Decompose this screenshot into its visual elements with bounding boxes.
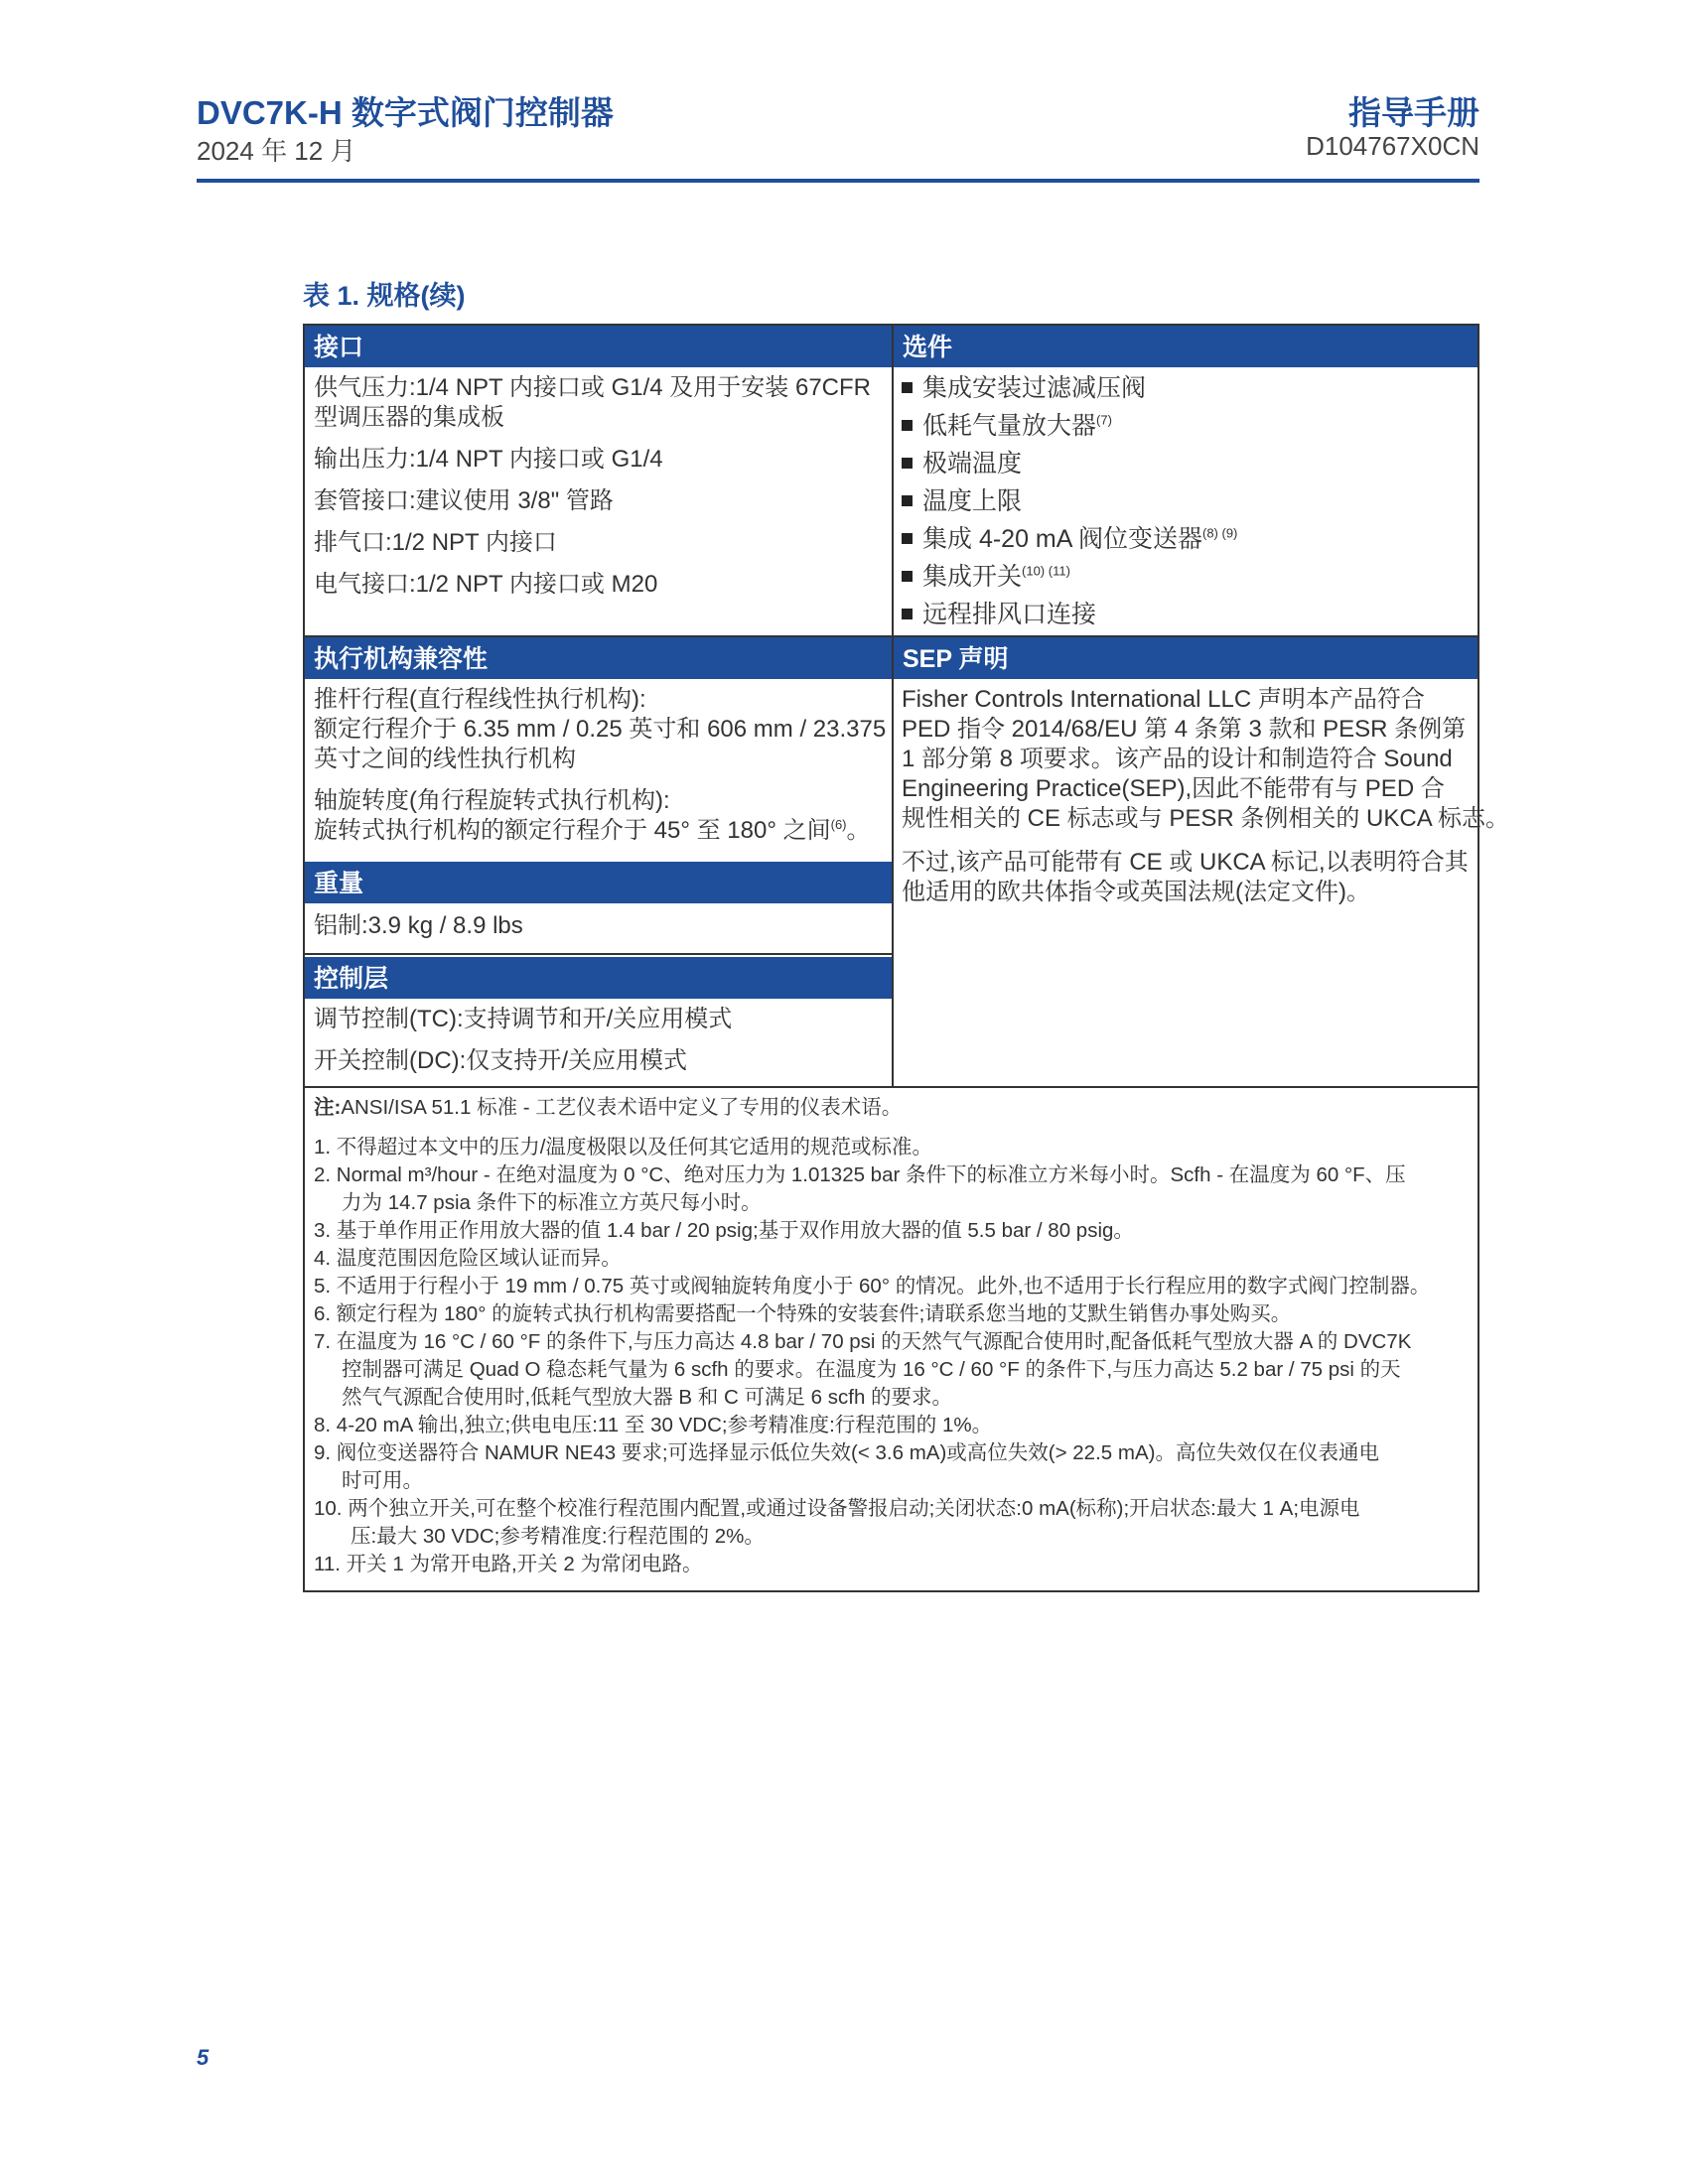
footnote-2-cont: 力为 14.7 psia 条件下的标准立方英尺每小时。 (342, 1191, 762, 1214)
document-title: DVC7K-H 数字式阀门控制器 (197, 94, 614, 131)
rotary-travel-line-1: 轴旋转度(角行程旋转式执行机构): (314, 787, 670, 814)
notes-intro: 注:ANSI/ISA 51.1 标准 - 工艺仪表术语中定义了专用的仪表术语。 (314, 1096, 903, 1119)
linear-travel-line-2: 额定行程介于 6.35 mm / 0.25 英寸和 606 mm / 23.375 (314, 716, 887, 743)
footnote-7: 7. 在温度为 16 °C / 60 °F 的条件下,与压力高达 4.8 bar / 70 psi 的天然气气源配合使用时,配备低耗气型放大器 A 的 DVC7K (314, 1330, 1412, 1353)
footnote-6: 6. 额定行程为 180° 的旋转式执行机构需要搭配一个特殊的安装套件;请联系您当地的艾默生销售办事处购买。 (314, 1302, 1292, 1325)
sep-paragraph-2-line: 他适用的欧共体指令或英国法规(法定文件)。 (902, 879, 1370, 905)
header-divider (197, 179, 1479, 183)
option-item: 远程排风口连接 (902, 600, 1096, 629)
footnote-4: 4. 温度范围因危险区域认证而异。 (314, 1247, 622, 1270)
footnote-10: 10. 两个独立开关,可在整个校准行程范围内配置,或通过设备警报启动;关闭状态:0 mA(标称);开启状态:最大 1 A;电源电 (314, 1497, 1360, 1520)
actuator-heading: 执行机构兼容性 (305, 637, 892, 679)
document-code: D104767X0CN (1306, 131, 1479, 161)
vent-connection: 排气口:1/2 NPT 内接口 (314, 529, 557, 556)
linear-travel-line-3: 英寸之间的线性执行机构 (314, 746, 576, 772)
bullet-square-icon (902, 571, 913, 582)
document-type: 指导手册 (1348, 94, 1479, 131)
footnote-9: 9. 阀位变送器符合 NAMUR NE43 要求;可选择显示低位失效(< 3.6 mA)或高位失效(> 22.5 mA)。高位失效仅在仪表通电 (314, 1441, 1379, 1464)
throttling-control: 调节控制(TC):支持调节和开/关应用模式 (314, 1006, 733, 1032)
sep-paragraph-1-line: 规性相关的 CE 标志或与 PESR 条例相关的 UKCA 标志。 (902, 805, 1510, 832)
weight-value: 铝制:3.9 kg / 8.9 lbs (314, 912, 523, 939)
output-pressure: 输出压力:1/4 NPT 内接口或 G1/4 (314, 446, 663, 473)
connections-body (305, 367, 892, 637)
page-number: 5 (197, 2045, 210, 2070)
right-column (894, 326, 1510, 1086)
option-item: 温度上限 (902, 486, 1022, 516)
document-date: 2024 年 12 月 (197, 136, 356, 166)
footnote-10-cont: 压:最大 30 VDC;参考精准度:行程范围的 2%。 (351, 1525, 765, 1548)
rotary-travel-line-2 (314, 816, 871, 846)
supply-pressure-line-2: 型调压器的集成板 (314, 404, 504, 431)
footnote-9-cont: 时可用。 (342, 1469, 423, 1492)
supply-pressure-line-1: 供气压力:1/4 NPT 内接口或 G1/4 及用于安装 67CFR (314, 374, 871, 401)
options-heading: 选件 (894, 326, 1477, 367)
footnote-1: 1. 不得超过本文中的压力/温度极限以及任何其它适用的规范或标准。 (314, 1136, 932, 1159)
footnote-7-cont: 控制器可满足 Quad O 稳态耗气量为 6 scfh 的要求。在温度为 16 °C / 60 °F 的条件下,与压力高达 5.2 bar / 75 psi 的天 (342, 1358, 1401, 1381)
bullet-square-icon (902, 609, 913, 619)
control-body (305, 999, 892, 1086)
option-item: 集成 4-20 mA 阀位变送器$^{(8) (9)}$ (902, 524, 1237, 554)
option-item: 集成开关$^{(10) (11)}$ (902, 562, 1070, 592)
bullet-square-icon (902, 495, 913, 506)
option-item: 极端温度 (902, 449, 1022, 478)
sep-heading: SEP 声明 (894, 637, 1477, 679)
option-item: 集成安装过滤减压阀 (902, 373, 1146, 403)
footnote-7-cont: 然气气源配合使用时,低耗气型放大器 B 和 C 可满足 6 scfh 的要求。 (342, 1386, 953, 1409)
linear-travel-line-1: 推杆行程(直行程线性执行机构): (314, 686, 646, 713)
sep-paragraph-1-line: PED 指令 2014/68/EU 第 4 条第 3 款和 PESR 条例第 (902, 716, 1467, 743)
rotary-travel-end: 。 (846, 817, 871, 844)
bullet-square-icon (902, 382, 913, 393)
table-title: 表 1. 规格(续) (303, 281, 466, 311)
sep-paragraph-1-line: Engineering Practice(SEP),因此不能带有与 PED 合 (902, 775, 1445, 802)
electrical-connection: 电气接口:1/2 NPT 内接口或 M20 (314, 571, 658, 598)
footnote-5: 5. 不适用于行程小于 19 mm / 0.75 英寸或阀轴旋转角度小于 60° 的情况。此外,也不适用于长行程应用的数字式阀门控制器。 (314, 1275, 1431, 1297)
footnote-11: 11. 开关 1 为常开电路,开关 2 为常闭电路。 (314, 1553, 703, 1575)
connections-heading: 接口 (305, 326, 892, 367)
actuator-body (305, 679, 892, 862)
sep-paragraph-1-line: Fisher Controls International LLC 声明本产品符合 (902, 686, 1425, 713)
footnote-2: 2. Normal m³/hour - 在绝对温度为 0 °C、绝对压力为 1.01325 bar 条件下的标准立方米每小时。Scfh - 在温度为 60 °F、压 (314, 1163, 1406, 1186)
options-body (894, 367, 1477, 637)
sep-paragraph-2-line: 不过,该产品可能带有 CE 或 UKCA 标记,以表明符合其 (902, 849, 1469, 876)
bullet-square-icon (902, 533, 913, 544)
notes-section (305, 1086, 1477, 1592)
rotary-travel-text: 旋转式执行机构的额定行程介于 45° 至 180° 之间 (314, 817, 831, 844)
specifications-table (303, 324, 1510, 1592)
tubing-connection: 套管接口:建议使用 3/8" 管路 (314, 487, 614, 514)
sep-paragraph-1-line: 1 部分第 8 项要求。该产品的设计和制造符合 Sound (902, 746, 1453, 772)
option-item: 低耗气量放大器$^{(7)}$ (902, 411, 1112, 441)
footnote-8: 8. 4-20 mA 输出,独立;供电电压:11 至 30 VDC;参考精准度:行程范围的 1%。 (314, 1414, 993, 1436)
footnote-3: 3. 基于单作用正作用放大器的值 1.4 bar / 20 psig;基于双作用放大器的值 5.5 bar / 80 psig。 (314, 1219, 1134, 1242)
footnote-ref-6: (6) (830, 817, 847, 832)
bullet-square-icon (902, 458, 913, 469)
weight-body (305, 903, 892, 955)
left-column (305, 326, 894, 1086)
discrete-control: 开关控制(DC):仅支持开/关应用模式 (314, 1047, 687, 1074)
notes-label: 注: (314, 1096, 342, 1119)
sep-body (894, 679, 1510, 1086)
bullet-square-icon (902, 420, 913, 431)
control-heading: 控制层 (305, 957, 892, 999)
weight-heading: 重量 (305, 862, 892, 903)
